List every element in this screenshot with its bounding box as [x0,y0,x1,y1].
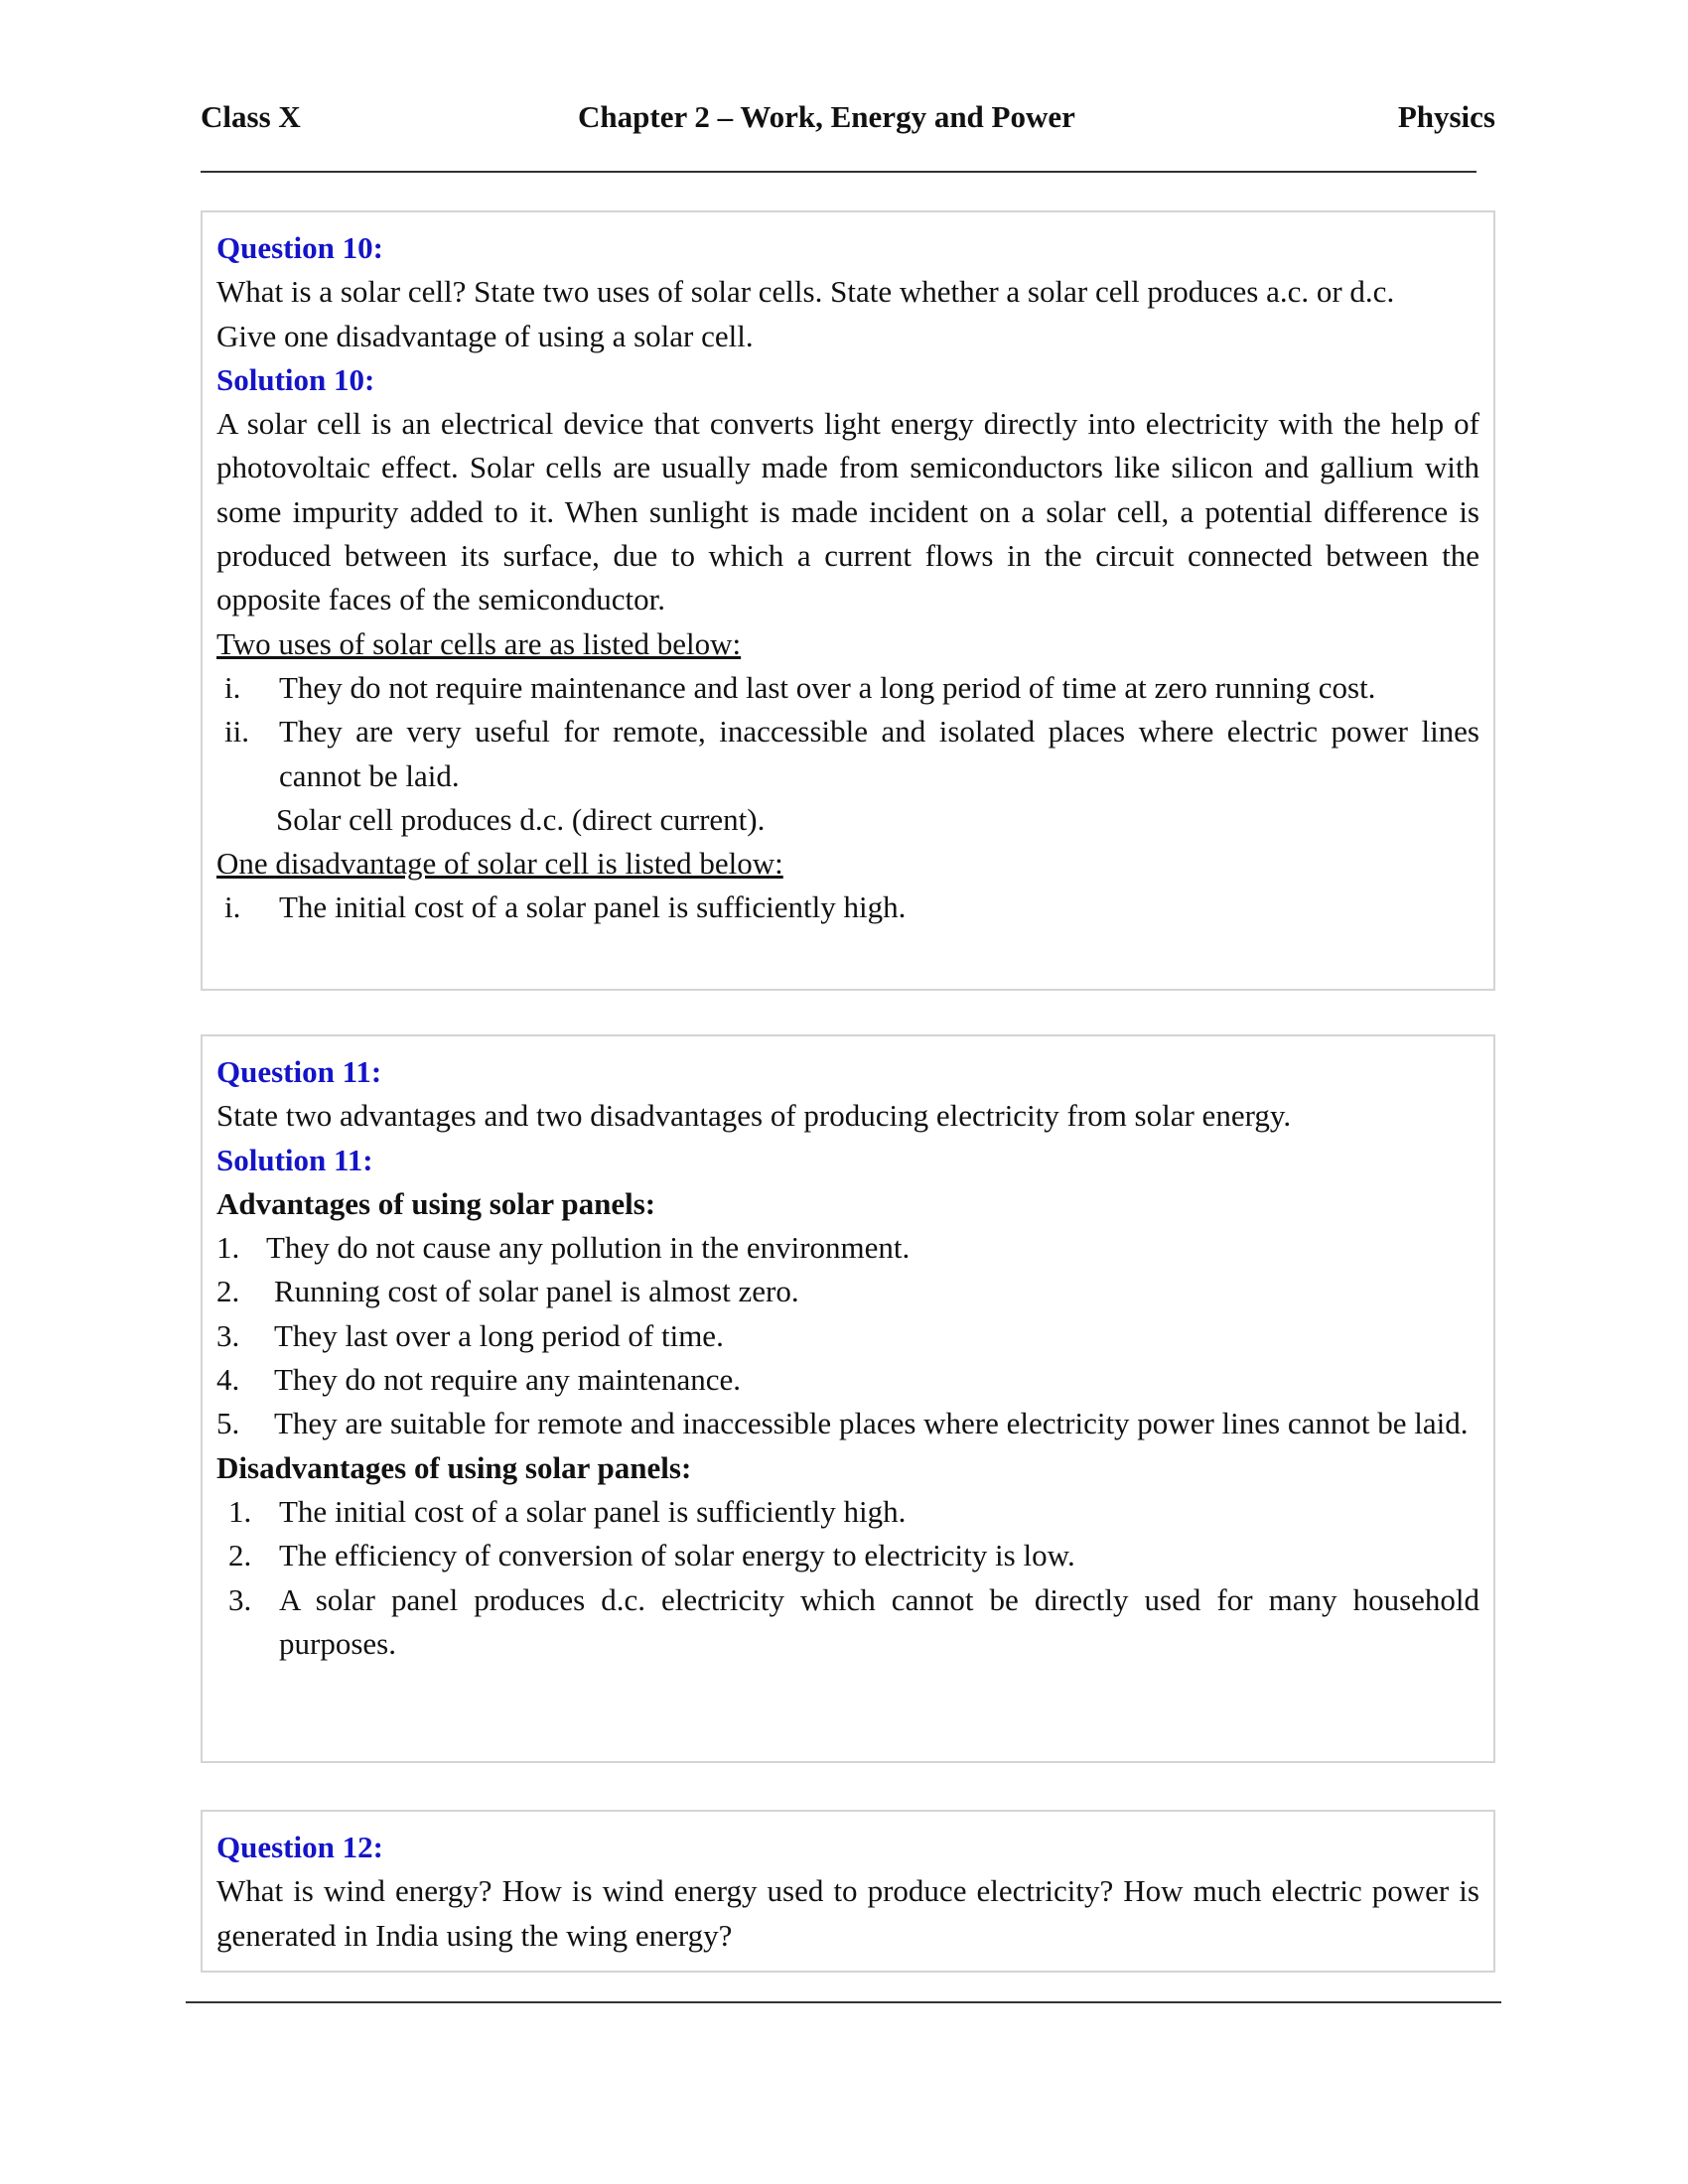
list-text: They do not cause any pollution in the environment. [266,1230,911,1266]
list-text: They last over a long period of time. [274,1317,724,1353]
disadvantages-heading: Disadvantages of using solar panels: [216,1449,692,1485]
question-11-box [201,1034,1495,1763]
list-item [216,1534,1479,1577]
uses-heading [216,622,1479,666]
list-item [216,1314,1479,1358]
list-item [216,1358,1479,1402]
solution-10-paragraph: A solar cell is an electrical device that converts light energy directly into electricity with the help of photovoltaic effect. Solar cells are usually made from semiconductors like silicon and gallium with some impurity added to it. When sunlight is made incident on a solar cell, a potential difference is produced between its surface, due to which a current flows in the circuit connected between the opposite faces of the semiconductor. [216,406,1479,617]
list-number: 5. [216,1406,240,1441]
header-divider [201,171,1477,173]
list-number: 2. [228,1538,252,1573]
list-item [216,1490,1479,1534]
list-number: 1. [228,1493,252,1529]
question-10-line-1: What is a solar cell? State two uses of solar cells. State whether a solar cell produces a.c. or d.c. [216,274,1395,310]
list-number: 1. [216,1230,240,1266]
advantages-heading: Advantages of using solar panels: [216,1185,656,1221]
question-10-title: Question 10: [216,230,383,265]
list-item [216,1226,1479,1270]
question-12-text: What is wind energy? How is wind energy used to produce electricity? How much electric power is generated in India using the wing energy? [216,1873,1479,1953]
list-item [216,1578,1479,1667]
list-text: They do not require any maintenance. [274,1362,741,1398]
header-subject: Physics [1397,99,1495,134]
question-12-title: Question 12: [216,1830,383,1864]
question-12-box [201,1810,1495,1973]
list-number: 2. [216,1274,240,1309]
list-text: The efficiency of conversion of solar energy to electricity is low. [279,1538,1075,1573]
list-text: Running cost of solar panel is almost zero. [274,1274,799,1309]
list-text: The initial cost of a solar panel is sufficiently high. [279,889,907,925]
question-10-line-2: Give one disadvantage of using a solar cell. [216,318,754,353]
list-item [216,1270,1479,1313]
question-11-text: State two advantages and two disadvantages of producing electricity from solar energy. [216,1098,1292,1134]
disadvantage-heading-text: One disadvantage of solar cell is listed below: [216,846,783,882]
header-chapter-title: Chapter 2 – Work, Energy and Power [578,99,1075,134]
question-10-box [201,210,1495,991]
list-number: 4. [216,1362,240,1398]
page-header [201,99,1495,143]
list-item [216,710,1479,798]
footer-divider [186,2001,1501,2003]
list-text: They do not require maintenance and last over a long period of time at zero running cost. [279,669,1376,705]
solution-10-title: Solution 10: [216,361,375,397]
list-item [216,886,1479,929]
question-11-title: Question 11: [216,1054,382,1089]
list-number: ii. [224,714,249,750]
list-number: i. [224,669,241,705]
dc-note: Solar cell produces d.c. (direct current). [276,801,766,837]
list-text: The initial cost of a solar panel is sufficiently high. [279,1493,907,1529]
disadvantage-heading [216,842,1479,886]
uses-heading-text: Two uses of solar cells are as listed below: [216,625,742,661]
list-number: 3. [216,1317,240,1353]
header-class: Class X [201,99,301,134]
list-text: They are very useful for remote, inaccessible and isolated places where electric power lines cannot be laid. [279,714,1479,793]
list-text: A solar panel produces d.c. electricity which cannot be directly used for many household purposes. [279,1581,1479,1661]
list-number: i. [224,889,241,925]
list-number: 3. [228,1581,252,1617]
list-item [216,666,1479,710]
list-text: They are suitable for remote and inaccessible places where electricity power lines cannot be laid. [274,1406,1469,1441]
list-item [216,1402,1479,1445]
solution-11-title: Solution 11: [216,1142,373,1177]
